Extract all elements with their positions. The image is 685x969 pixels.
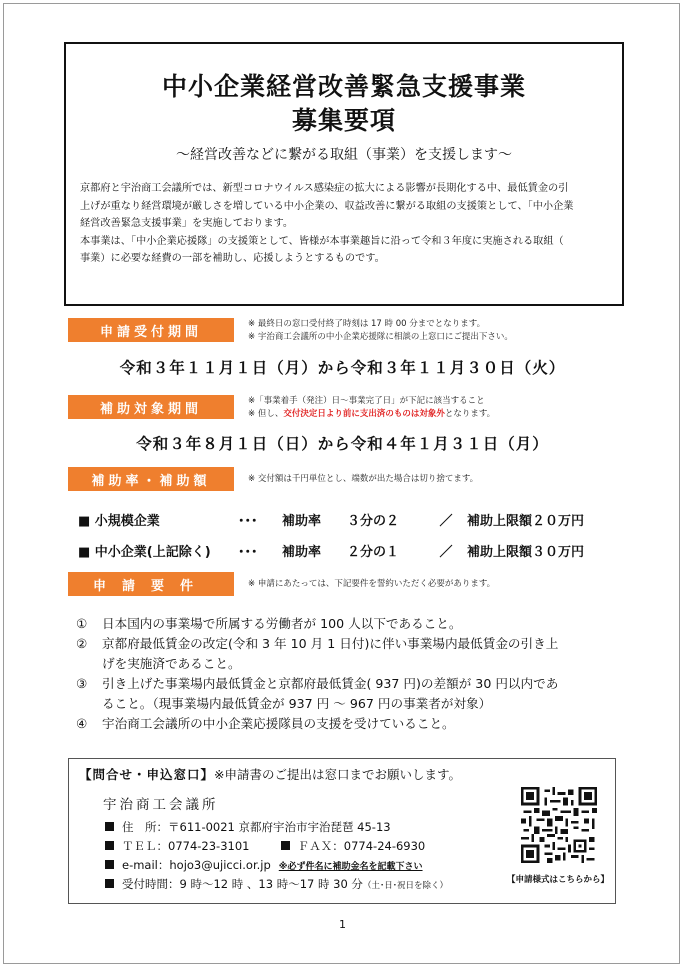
contact-heading bbox=[79, 765, 461, 783]
subsidy-rate-header: 補助率・補助額 bbox=[68, 467, 234, 491]
note-line: ※ 宇治商工会議所の中小企業応援隊に相談の上窓口にご提出下さい。 bbox=[248, 332, 513, 342]
target-period-notes bbox=[248, 395, 495, 421]
contact-address bbox=[105, 819, 391, 835]
contact-box bbox=[68, 758, 616, 904]
rate-label: 補助率 bbox=[282, 514, 322, 529]
requirements-note: ※ 申請にあたっては、下記要件を誓約いただく必要があります。 bbox=[248, 579, 496, 589]
list-item-text: 宇治商工会議所の中小企業応援隊員の支援を受けていること。 bbox=[102, 716, 455, 731]
bullet-square-icon bbox=[105, 860, 114, 869]
list-item bbox=[76, 634, 616, 674]
intro-line: 上げが重なり経営環境が厳しさを増している中小企業の、収益改善に繋がる取組の支援策として、「中小企業 bbox=[80, 200, 574, 212]
qr-code-icon[interactable] bbox=[521, 787, 597, 863]
contact-hours-note: （土･日･祝日を除く） bbox=[362, 881, 448, 891]
page-number: 1 bbox=[339, 918, 346, 931]
target-period-header: 補助対象期間 bbox=[68, 395, 234, 419]
rate-limit: 補助上限額３０万円 bbox=[467, 545, 585, 560]
contact-heading-note: ※申請書のご提出は窓口までお願いします。 bbox=[214, 767, 461, 782]
target-period-value: 令和３年８月１日（日）から令和４年１月３１日（月） bbox=[136, 435, 549, 453]
requirements-header: 申請要件 bbox=[68, 572, 234, 596]
list-item-line: 京都府最低賃金の改定(令和 3 年 10 月 1 日付)に伴い事業場内最低賃金の引き上 bbox=[102, 636, 559, 651]
list-item-number: ③ bbox=[76, 676, 88, 691]
list-item-number: ② bbox=[76, 636, 88, 651]
contact-address-text: 住 所：〒611-0021 京都府宇治市宇治琵琶 45-13 bbox=[122, 820, 391, 834]
intro-text bbox=[80, 180, 608, 268]
note-suffix: となります。 bbox=[444, 409, 496, 419]
list-item bbox=[76, 614, 616, 634]
rate-label: 補助率 bbox=[282, 545, 322, 560]
list-item bbox=[76, 714, 616, 734]
qr-caption: 【申請様式はこちらから】 bbox=[507, 875, 610, 885]
subsidy-rate-note: ※ 交付額は千円単位とし、端数が出た場合は切り捨てます。 bbox=[248, 474, 479, 484]
application-period-notes bbox=[248, 318, 513, 344]
rate-category: ■ 中小企業(上記除く) bbox=[78, 545, 211, 560]
intro-line: 経営改善緊急支援事業」を実施しております。 bbox=[80, 218, 294, 229]
contact-email-text[interactable]: e-mail：hojo3@ujicci.or.jp bbox=[122, 858, 271, 872]
list-item-line: げを実施済であること。 bbox=[102, 656, 241, 671]
application-period-header: 申請受付期間 bbox=[68, 318, 234, 342]
contact-hours bbox=[105, 876, 448, 892]
list-item-line: ること。（現事業場内最低賃金が 937 円 ～ 967 円の事業者が対象） bbox=[102, 696, 492, 711]
organization-name: 宇治商工会議所 bbox=[103, 797, 219, 813]
requirements-list bbox=[76, 614, 616, 734]
bullet-square-icon bbox=[105, 822, 114, 831]
intro-line: 本事業は、「中小企業応援隊」の支援策として、皆様が本事業趣旨に沿って令和３年度に実施される取組（ bbox=[80, 235, 564, 247]
rate-value: ２分の１ bbox=[347, 545, 400, 560]
list-item-text bbox=[102, 674, 616, 714]
note-line: ※ 最終日の窓口受付終了時刻は 17 時 00 分までとなります。 bbox=[248, 319, 486, 329]
title-box bbox=[64, 42, 624, 306]
rate-slash: ／ bbox=[439, 514, 453, 529]
bullet-square-icon bbox=[105, 841, 114, 850]
rate-value: ３分の２ bbox=[347, 514, 400, 529]
application-period-value: 令和３年１１月１日（月）から令和３年１１月３０日（火） bbox=[119, 359, 566, 377]
contact-heading-title: 【問合せ・申込窓口】 bbox=[79, 767, 215, 782]
rate-row-sme bbox=[78, 541, 584, 560]
rate-category: ■ 小規模企業 bbox=[78, 514, 160, 529]
rate-dots: ･･･ bbox=[238, 514, 258, 529]
intro-line: 京都府と宇治商工会議所では、新型コロナウイルス感染症の拡大による影響が長期化する中、最低賃金の引 bbox=[80, 183, 569, 194]
page-title: 中小企業経営改善緊急支援事業 bbox=[161, 72, 526, 101]
note-line bbox=[248, 408, 495, 421]
contact-email-note: ※必ず件名に補助金名を記載下さい bbox=[278, 862, 423, 872]
list-item-number: ① bbox=[76, 616, 88, 631]
contact-hours-text: 受付時間：9 時～12 時 、13 時～17 時 30 分 bbox=[122, 877, 363, 891]
bullet-square-icon bbox=[105, 879, 114, 888]
list-item-text bbox=[102, 634, 616, 674]
contact-tel-text: ＴＥＬ：0774-23-3101 bbox=[122, 839, 250, 853]
page-title-line2: 募集要項 bbox=[291, 106, 396, 135]
note-red-text: 交付決定日より前に支出済のものは対象外 bbox=[283, 409, 445, 419]
list-item-number: ④ bbox=[76, 716, 88, 731]
list-item-text: 日本国内の事業場で所属する労働者が 100 人以下であること。 bbox=[102, 616, 462, 631]
note-line: ※「事業着手（発注）日～事業完了日」が下記に該当すること bbox=[248, 396, 485, 406]
rate-dots: ･･･ bbox=[238, 545, 258, 560]
bullet-square-icon bbox=[281, 841, 290, 850]
rate-slash: ／ bbox=[439, 545, 453, 560]
rate-row-small bbox=[78, 510, 584, 529]
contact-email bbox=[105, 857, 423, 873]
contact-fax-text: ＦＡＸ：0774-24-6930 bbox=[297, 839, 426, 853]
contact-phone bbox=[105, 838, 425, 854]
intro-line: 事業）に必要な経費の一部を補助し、応援しようとするものです。 bbox=[80, 253, 385, 264]
page-subtitle: ～経営改善などに繋がる取組（事業）を支援します～ bbox=[176, 147, 512, 163]
rate-limit: 補助上限額２０万円 bbox=[467, 514, 585, 529]
list-item bbox=[76, 674, 616, 714]
note-prefix: ※ 但し、 bbox=[248, 409, 284, 419]
list-item-line: 引き上げた事業場内最低賃金と京都府最低賃金( 937 円)の差額が 30 円以内であ bbox=[102, 676, 559, 691]
